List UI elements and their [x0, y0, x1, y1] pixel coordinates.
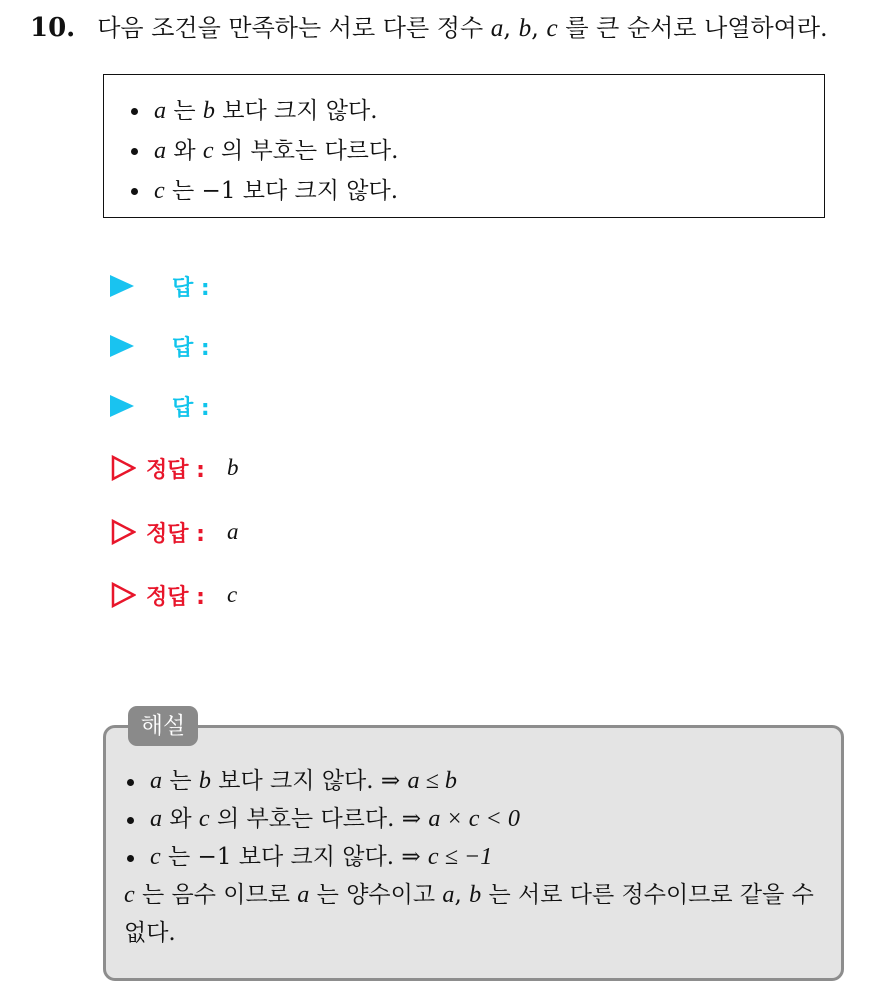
explanation-text: 는 양수이고: [309, 882, 443, 908]
explanation-text: 의 부호는 다르다. ⇒: [209, 806, 429, 832]
variable-a: a: [490, 15, 504, 42]
explanation-text: 는 음수 이므로: [134, 882, 298, 908]
question-text-1: 다음 조건을 만족하는 서로 다른 정수: [97, 14, 491, 42]
variable-b: b: [518, 15, 532, 42]
condition-var: c: [202, 137, 214, 164]
problem-question: [30, 8, 870, 49]
conditions-box: [103, 74, 825, 218]
condition-item: [128, 171, 824, 211]
explanation-text: 는: [162, 768, 199, 794]
explanation-paragraph: [124, 876, 841, 952]
explanation-item: [124, 838, 841, 876]
problem-number: 10.: [30, 13, 76, 43]
correct-answer-value: b: [226, 455, 239, 480]
explanation-math: c ≤ −1: [427, 843, 493, 870]
explanation-text: ,: [454, 882, 470, 908]
correct-answer-value: c: [226, 582, 238, 607]
condition-item: [128, 91, 824, 131]
explanation-box: [103, 725, 844, 981]
condition-text: 보다 크지 않다.: [215, 98, 378, 124]
explanation-var: c: [198, 805, 210, 832]
explanation-text: 는 서로 다른 정수이므로 같을 수 없다.: [124, 882, 814, 946]
answer-blank-row[interactable]: [110, 386, 210, 426]
explanation-var: a: [150, 805, 163, 832]
variable-c: c: [546, 15, 558, 42]
outline-triangle-icon: [110, 582, 136, 608]
correct-answer-label: 정답 :: [146, 584, 205, 610]
conditions-list: [128, 91, 824, 211]
answer-blank-row[interactable]: [110, 266, 210, 306]
answer-blank-row[interactable]: [110, 326, 210, 366]
correct-answer-label: 정답 :: [146, 457, 205, 483]
explanation-text: 와: [162, 806, 199, 832]
explanation-var: b: [469, 881, 482, 908]
condition-var: b: [202, 97, 215, 124]
question-comma-1: ,: [503, 14, 519, 42]
correct-answer-label: 정답 :: [146, 521, 205, 547]
explanation-item: [124, 762, 841, 800]
condition-text: 는: [166, 98, 203, 124]
condition-var: a: [154, 137, 167, 164]
explanation-var: a: [297, 881, 310, 908]
condition-item: [128, 131, 824, 171]
outline-triangle-icon: [110, 455, 136, 481]
outline-triangle-icon: [110, 519, 136, 545]
answer-label: 답 :: [172, 275, 210, 301]
correct-answer-row: [110, 512, 238, 552]
play-triangle-icon: [110, 275, 134, 297]
explanation-var: c: [150, 843, 161, 870]
explanation-text: 보다 크지 않다. ⇒: [211, 768, 408, 794]
correct-answer-value: a: [226, 519, 239, 544]
explanation-math: a ≤ b: [407, 767, 457, 794]
explanation-tab-label: 해설: [128, 706, 198, 746]
play-triangle-icon: [110, 395, 134, 417]
explanation-math: a × c < 0: [428, 805, 520, 832]
play-triangle-icon: [110, 335, 134, 357]
condition-text: 의 부호는 다르다.: [213, 138, 399, 164]
explanation-var: a: [442, 881, 455, 908]
question-comma-2: ,: [531, 14, 547, 42]
explanation-item: [124, 800, 841, 838]
answer-label: 답 :: [172, 335, 210, 361]
answer-label: 답 :: [172, 395, 210, 421]
explanation-var: b: [198, 767, 211, 794]
condition-text: 와: [166, 138, 203, 164]
condition-var: a: [154, 97, 167, 124]
correct-answer-row: [110, 575, 237, 615]
question-text-2: 를 큰 순서로 나열하여라.: [557, 14, 828, 42]
correct-answer-row: [110, 448, 238, 488]
explanation-var: c: [124, 881, 135, 908]
explanation-list: [124, 762, 841, 876]
condition-text: 는 −1 보다 크지 않다.: [164, 178, 399, 204]
explanation-var: a: [150, 767, 163, 794]
explanation-text: 는 −1 보다 크지 않다. ⇒: [160, 844, 428, 870]
condition-var: c: [154, 177, 165, 204]
